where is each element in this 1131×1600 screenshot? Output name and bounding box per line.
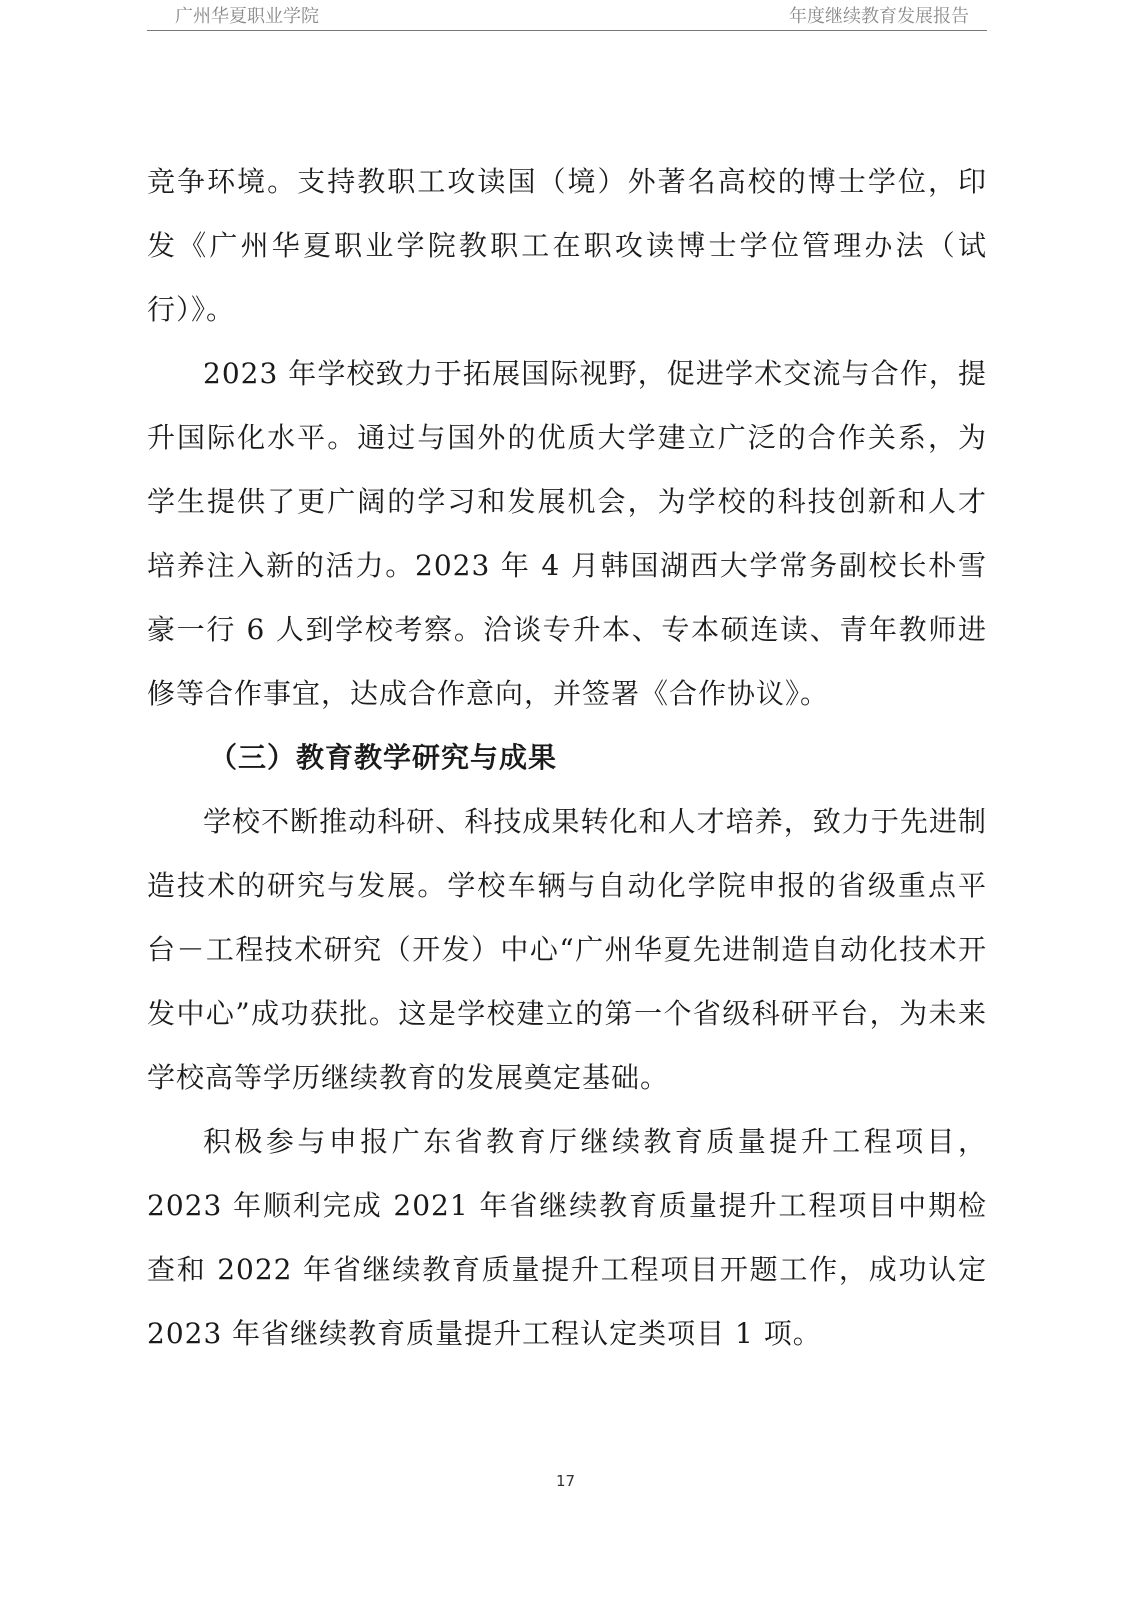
- header-report-title: 年度继续教育发展报告: [789, 6, 969, 27]
- section-heading: （三）教育教学研究与成果: [209, 741, 558, 774]
- header-institution-name: 广州华夏职业学院: [175, 6, 319, 27]
- page-header: [147, 0, 987, 31]
- paragraph-international-cooperation: 2023 年学校致力于拓展国际视野，促进学术交流与合作，提升国际化水平。通过与国外的优质大学建立广泛的合作关系，为学生提供了更广阔的学习和发展机会，为学校的科技创新和人才培养注入新的活力。2023 年 4 月韩国湖西大学常务副校长朴雪豪一行 6 人到学校考察。洽谈专升本、专本硕连读、青年教师进修等合作事宜，达成合作意向，并签署《合作协议》。: [147, 357, 987, 710]
- page-number: 17: [555, 1472, 576, 1490]
- paragraph-quality-projects: 积极参与申报广东省教育厅继续教育质量提升工程项目，2023 年顺利完成 2021 年省继续教育质量提升工程项目中期检查和 2022 年省继续教育质量提升工程项目开题工作，成功认定 2023 年省继续教育质量提升工程认定类项目 1 项。: [147, 1125, 987, 1350]
- paragraph-research-results: 学校不断推动科研、科技成果转化和人才培养，致力于先进制造技术的研究与发展。学校车辆与自动化学院申报的省级重点平台－工程技术研究（开发）中心“广州华夏先进制造自动化技术开发中心”成功获批。这是学校建立的第一个省级科研平台，为未来学校高等学历继续教育的发展奠定基础。: [147, 805, 987, 1094]
- document-body: [147, 150, 987, 1366]
- paragraph-continued: 竞争环境。支持教职工攻读国（境）外著名高校的博士学位，印发《广州华夏职业学院教职工在职攻读博士学位管理办法（试行）》。: [147, 165, 987, 326]
